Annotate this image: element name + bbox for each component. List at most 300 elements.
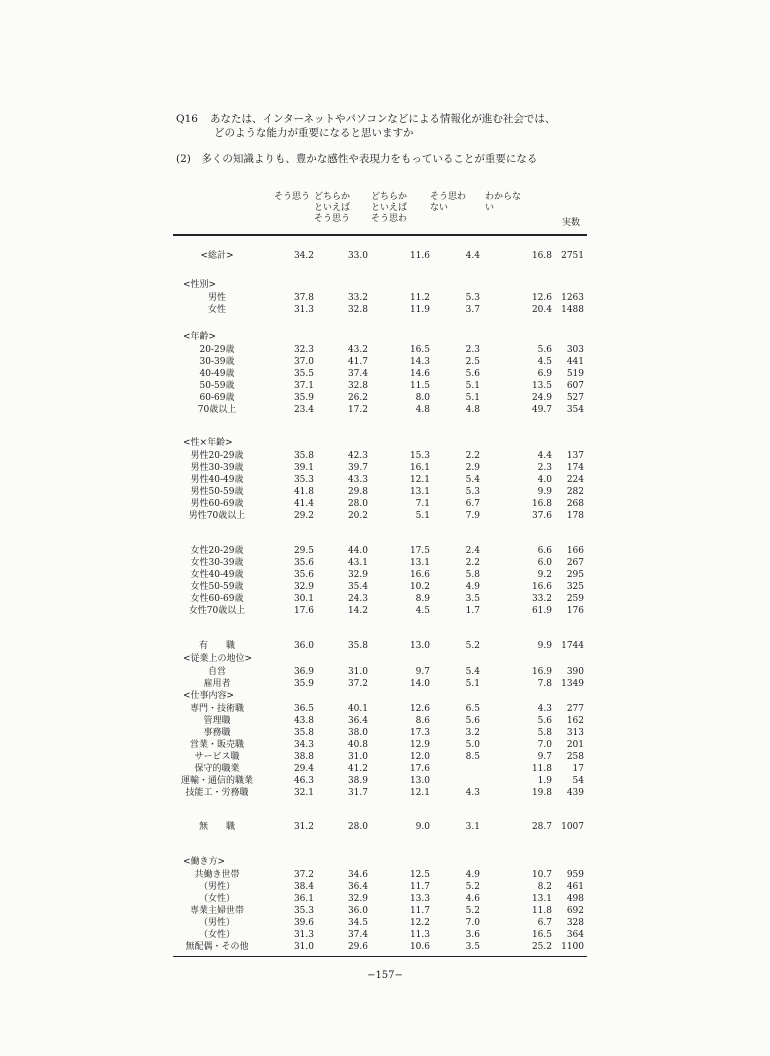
- table-row: [0, 593, 770, 605]
- cell-value: 4.8: [465, 405, 480, 415]
- cell-value: 11.9: [409, 305, 430, 315]
- cell-value: 35.5: [293, 369, 314, 379]
- cell-value: 4.0: [537, 475, 552, 485]
- cell-value: 3.2: [465, 728, 480, 738]
- row-label: （女性）: [198, 930, 235, 940]
- row-label: 女性30-39歳: [190, 558, 244, 568]
- cell-value: 36.0: [293, 641, 314, 651]
- cell-value: 11.5: [409, 381, 430, 391]
- cell-value: 32.8: [347, 381, 368, 391]
- cell-value: 20.4: [531, 305, 552, 315]
- cell-value: 31.3: [293, 930, 314, 940]
- row-label: 女性60-69歳: [190, 594, 244, 604]
- cell-value: 4.9: [465, 870, 480, 880]
- cell-value: 3.7: [465, 305, 480, 315]
- cell-value: 13.1: [409, 487, 430, 497]
- table-row: [0, 462, 770, 474]
- cell-value: 268: [566, 499, 584, 509]
- cell-value: 8.5: [465, 752, 480, 762]
- cell-value: 1744: [561, 641, 584, 651]
- cell-value: 2.9: [465, 463, 480, 473]
- cell-value: 16.9: [531, 667, 552, 677]
- cell-value: 36.9: [293, 667, 314, 677]
- cell-value: 19.8: [531, 788, 552, 798]
- cell-value: 24.3: [347, 594, 368, 604]
- cell-value: 13.0: [409, 641, 430, 651]
- cell-value: 41.4: [293, 499, 314, 509]
- cell-value: 16.8: [531, 251, 552, 261]
- cell-value: 36.1: [293, 894, 314, 904]
- cell-value: 14.2: [347, 606, 368, 616]
- cell-value: 11.3: [409, 930, 430, 940]
- row-label: 30-39歳: [199, 357, 235, 367]
- row-label: 70歳以上: [197, 405, 237, 415]
- row-label: 自営: [207, 667, 226, 677]
- cell-value: 37.2: [293, 870, 314, 880]
- cell-value: 37.6: [531, 511, 552, 521]
- column-header: どちらか: [314, 192, 351, 202]
- cell-value: 29.2: [293, 511, 314, 521]
- cell-value: 4.5: [537, 357, 552, 367]
- cell-value: 29.8: [347, 487, 368, 497]
- cell-value: 5.1: [465, 679, 480, 689]
- cell-value: 35.8: [293, 451, 314, 461]
- cell-value: 17.5: [409, 546, 430, 556]
- cell-value: 37.0: [293, 357, 314, 367]
- cell-value: 259: [566, 594, 584, 604]
- cell-value: 5.3: [465, 487, 480, 497]
- cell-value: 29.5: [293, 546, 314, 556]
- cell-value: 31.2: [293, 822, 314, 832]
- table-row: [0, 250, 770, 262]
- question-title: [176, 112, 555, 140]
- cell-value: 41.7: [347, 357, 368, 367]
- row-label: 男性40-49歳: [190, 475, 244, 485]
- table-row: [0, 605, 770, 617]
- row-label: 男性20-29歳: [190, 451, 244, 461]
- cell-value: 4.6: [465, 894, 480, 904]
- question-subitem: (2) 多くの知識よりも、豊かな感性や表現力をもっていることが重要になる: [176, 153, 538, 165]
- row-label: 女性50-59歳: [190, 582, 244, 592]
- table-row: [0, 775, 770, 787]
- cell-value: 28.0: [347, 822, 368, 832]
- table-row: [0, 787, 770, 799]
- column-header: といえば: [371, 203, 408, 213]
- cell-value: 12.1: [409, 475, 430, 485]
- cell-value: 11.8: [531, 764, 552, 774]
- cell-value: 2751: [561, 251, 584, 261]
- cell-value: 7.9: [465, 511, 480, 521]
- cell-value: 37.1: [293, 381, 314, 391]
- cell-value: 174: [566, 463, 584, 473]
- cell-value: 37.2: [347, 679, 368, 689]
- group-heading: [0, 653, 770, 665]
- table-row: [0, 581, 770, 593]
- column-header: そう思わ: [371, 214, 408, 224]
- cell-value: 12.2: [409, 918, 430, 928]
- cell-value: 4.4: [465, 251, 480, 261]
- cell-value: 10.6: [409, 942, 430, 952]
- table-row: [0, 304, 770, 316]
- cell-value: 13.0: [409, 776, 430, 786]
- column-header: ない: [430, 203, 449, 213]
- cell-value: 5.8: [465, 570, 480, 580]
- group-heading: [0, 331, 770, 343]
- row-label: 男性70歳以上: [188, 511, 246, 521]
- cell-value: 31.0: [347, 752, 368, 762]
- cell-value: 2.5: [465, 357, 480, 367]
- cell-value: 32.9: [347, 894, 368, 904]
- row-label: <総計>: [200, 251, 234, 261]
- cell-value: 2.2: [465, 451, 480, 461]
- question-line2: どのような能力が重要になると思いますか: [214, 127, 414, 139]
- cell-value: 7.0: [465, 918, 480, 928]
- cell-value: 5.4: [465, 475, 480, 485]
- cell-value: 41.8: [293, 487, 314, 497]
- cell-value: 11.8: [531, 906, 552, 916]
- cell-value: 43.8: [293, 716, 314, 726]
- table-row: [0, 881, 770, 893]
- cell-value: 13.3: [409, 894, 430, 904]
- cell-value: 31.0: [293, 942, 314, 952]
- cell-value: 30.1: [293, 594, 314, 604]
- cell-value: 12.9: [409, 740, 430, 750]
- cell-value: 354: [566, 405, 584, 415]
- cell-value: 5.1: [465, 393, 480, 403]
- cell-value: 1007: [561, 822, 584, 832]
- cell-value: 2.3: [465, 345, 480, 355]
- cell-value: 32.9: [293, 582, 314, 592]
- cell-value: 12.5: [409, 870, 430, 880]
- cell-value: 5.6: [465, 369, 480, 379]
- cell-value: 17: [572, 764, 584, 774]
- row-label: 男性50-59歳: [190, 487, 244, 497]
- cell-value: 38.4: [293, 882, 314, 892]
- cell-value: 36.4: [347, 882, 368, 892]
- cell-value: 7.1: [415, 499, 430, 509]
- cell-value: 34.6: [347, 870, 368, 880]
- table-row: [0, 739, 770, 751]
- cell-value: 43.2: [347, 345, 368, 355]
- cell-value: 9.9: [537, 641, 552, 651]
- group-heading: [0, 279, 770, 291]
- cell-value: 7.0: [537, 740, 552, 750]
- cell-value: 33.0: [347, 251, 368, 261]
- row-label: 技能工・労務職: [185, 788, 249, 798]
- cell-value: 13.5: [531, 381, 552, 391]
- row-label: 共働き世帯: [194, 870, 240, 880]
- header-rule: [173, 234, 587, 236]
- cell-value: 44.0: [347, 546, 368, 556]
- cell-value: 35.6: [293, 558, 314, 568]
- question-number: Q16: [176, 113, 198, 125]
- cell-value: 13.1: [409, 558, 430, 568]
- cell-value: 4.3: [465, 788, 480, 798]
- row-label: 専門・技術職: [189, 704, 244, 714]
- cell-value: 5.6: [465, 716, 480, 726]
- column-header: 実数: [562, 218, 581, 228]
- cell-value: 313: [566, 728, 584, 738]
- cell-value: 8.9: [415, 594, 430, 604]
- row-label: <性×年齢>: [183, 438, 233, 448]
- cell-value: 43.1: [347, 558, 368, 568]
- row-label: サービス職: [194, 752, 240, 762]
- cell-value: 20.2: [347, 511, 368, 521]
- cell-value: 1349: [561, 679, 584, 689]
- cell-value: 364: [566, 930, 584, 940]
- row-label: 男性: [207, 293, 226, 303]
- cell-value: 9.7: [415, 667, 430, 677]
- cell-value: 10.2: [409, 582, 430, 592]
- cell-value: 14.0: [409, 679, 430, 689]
- cell-value: 5.6: [537, 716, 552, 726]
- table-row: [0, 727, 770, 739]
- cell-value: 36.0: [347, 906, 368, 916]
- cell-value: 26.2: [347, 393, 368, 403]
- table-row: [0, 404, 770, 416]
- cell-value: 5.2: [465, 906, 480, 916]
- cell-value: 1488: [561, 305, 584, 315]
- group-heading: [0, 690, 770, 702]
- cell-value: 12.6: [409, 704, 430, 714]
- cell-value: 35.9: [293, 393, 314, 403]
- cell-value: 295: [566, 570, 584, 580]
- cell-value: 39.6: [293, 918, 314, 928]
- cell-value: 277: [566, 704, 584, 714]
- cell-value: 5.0: [465, 740, 480, 750]
- cell-value: 2.2: [465, 558, 480, 568]
- cell-value: 25.2: [531, 942, 552, 952]
- row-label: <年齢>: [183, 332, 217, 342]
- cell-value: 17.6: [409, 764, 430, 774]
- row-label: 50-59歳: [199, 381, 235, 391]
- cell-value: 303: [566, 345, 584, 355]
- cell-value: 41.2: [347, 764, 368, 774]
- question-line1: あなたは、インターネットやパソコンなどによる情報化が進む社会では、: [210, 113, 556, 125]
- table-row: [0, 569, 770, 581]
- cell-value: 33.2: [347, 293, 368, 303]
- table-row: [0, 941, 770, 953]
- table-row: [0, 715, 770, 727]
- cell-value: 35.3: [293, 906, 314, 916]
- column-header: どちらか: [371, 192, 408, 202]
- row-label: <性別>: [183, 280, 217, 290]
- cell-value: 527: [566, 393, 584, 403]
- cell-value: 11.7: [409, 882, 430, 892]
- row-label: 無配偶・その他: [185, 942, 249, 952]
- cell-value: 42.3: [347, 451, 368, 461]
- cell-value: 6.7: [537, 918, 552, 928]
- column-header: そう思う: [274, 192, 311, 202]
- row-label: 有 職: [198, 641, 235, 651]
- cell-value: 28.7: [531, 822, 552, 832]
- cell-value: 3.5: [465, 942, 480, 952]
- cell-value: 40.8: [347, 740, 368, 750]
- cell-value: 607: [566, 381, 584, 391]
- cell-value: 32.8: [347, 305, 368, 315]
- column-header: わからな: [485, 192, 522, 202]
- table-row: [0, 917, 770, 929]
- cell-value: 8.2: [537, 882, 552, 892]
- cell-value: 1263: [561, 293, 584, 303]
- cell-value: 2.3: [537, 463, 552, 473]
- row-label: 管理職: [203, 716, 231, 726]
- table-row: [0, 380, 770, 392]
- cell-value: 49.7: [531, 405, 552, 415]
- cell-value: 5.2: [465, 882, 480, 892]
- cell-value: 39.1: [293, 463, 314, 473]
- cell-value: 258: [566, 752, 584, 762]
- table-row: [0, 905, 770, 917]
- table-row: [0, 678, 770, 690]
- row-label: 営業・販売職: [189, 740, 244, 750]
- cell-value: 31.7: [347, 788, 368, 798]
- cell-value: 14.3: [409, 357, 430, 367]
- row-label: 運輸・通信的職業: [180, 776, 253, 786]
- table-row: [0, 703, 770, 715]
- cell-value: 23.4: [293, 405, 314, 415]
- cell-value: 40.1: [347, 704, 368, 714]
- cell-value: 328: [566, 918, 584, 928]
- table-row: [0, 474, 770, 486]
- page-number: −157−: [367, 970, 403, 981]
- cell-value: 28.0: [347, 499, 368, 509]
- cell-value: 15.3: [409, 451, 430, 461]
- table-row: [0, 929, 770, 941]
- cell-value: 13.1: [531, 894, 552, 904]
- cell-value: 5.1: [415, 511, 430, 521]
- column-header: といえば: [314, 203, 351, 213]
- cell-value: 34.3: [293, 740, 314, 750]
- cell-value: 46.3: [293, 776, 314, 786]
- cell-value: 16.1: [409, 463, 430, 473]
- cell-value: 38.0: [347, 728, 368, 738]
- cell-value: 29.6: [347, 942, 368, 952]
- row-label: 雇用者: [203, 679, 231, 689]
- row-label: 60-69歳: [199, 393, 235, 403]
- cell-value: 16.6: [409, 570, 430, 580]
- cell-value: 12.6: [531, 293, 552, 303]
- table-row: [0, 392, 770, 404]
- cell-value: 441: [566, 357, 584, 367]
- cell-value: 176: [566, 606, 584, 616]
- cell-value: 38.9: [347, 776, 368, 786]
- table-row: [0, 821, 770, 833]
- cell-value: 36.4: [347, 716, 368, 726]
- cell-value: 16.6: [531, 582, 552, 592]
- cell-value: 2.4: [465, 546, 480, 556]
- cell-value: 31.0: [347, 667, 368, 677]
- table-row: [0, 893, 770, 905]
- column-header: そう思う: [314, 214, 351, 224]
- cell-value: 4.3: [537, 704, 552, 714]
- cell-value: 12.1: [409, 788, 430, 798]
- row-label: 男性60-69歳: [190, 499, 244, 509]
- cell-value: 178: [566, 511, 584, 521]
- table-row: [0, 292, 770, 304]
- cell-value: 11.6: [409, 251, 430, 261]
- cell-value: 11.2: [409, 293, 430, 303]
- cell-value: 17.3: [409, 728, 430, 738]
- cell-value: 9.0: [415, 822, 430, 832]
- cell-value: 9.9: [537, 487, 552, 497]
- cell-value: 36.5: [293, 704, 314, 714]
- cell-value: 3.6: [465, 930, 480, 940]
- row-label: 女性20-29歳: [190, 546, 244, 556]
- cell-value: 282: [566, 487, 584, 497]
- table-row: [0, 356, 770, 368]
- cell-value: 11.7: [409, 906, 430, 916]
- cell-value: 37.4: [347, 930, 368, 940]
- cell-value: 4.9: [465, 582, 480, 592]
- cell-value: 43.3: [347, 475, 368, 485]
- table-row: [0, 751, 770, 763]
- cell-value: 498: [566, 894, 584, 904]
- table-row: [0, 510, 770, 522]
- cell-value: 37.4: [347, 369, 368, 379]
- cell-value: 5.4: [465, 667, 480, 677]
- cell-value: 166: [566, 546, 584, 556]
- row-label: 事務職: [203, 728, 231, 738]
- cell-value: 10.7: [531, 870, 552, 880]
- row-label: 専業主婦世帯: [189, 906, 244, 916]
- cell-value: 61.9: [531, 606, 552, 616]
- cell-value: 29.4: [293, 764, 314, 774]
- column-header: い: [485, 203, 495, 213]
- row-label: 男性30-39歳: [190, 463, 244, 473]
- row-label: 20-29歳: [199, 345, 235, 355]
- cell-value: 3.5: [465, 594, 480, 604]
- cell-value: 692: [566, 906, 584, 916]
- cell-value: 325: [566, 582, 584, 592]
- cell-value: 6.0: [537, 558, 552, 568]
- cell-value: 4.8: [415, 405, 430, 415]
- cell-value: 519: [566, 369, 584, 379]
- cell-value: 38.8: [293, 752, 314, 762]
- cell-value: 17.6: [293, 606, 314, 616]
- cell-value: 31.3: [293, 305, 314, 315]
- table-row: [0, 869, 770, 881]
- cell-value: 6.9: [537, 369, 552, 379]
- table-row: [0, 368, 770, 380]
- cell-value: 7.8: [537, 679, 552, 689]
- cell-value: 35.3: [293, 475, 314, 485]
- cell-value: 201: [566, 740, 584, 750]
- row-label: 40-49歳: [199, 369, 235, 379]
- cell-value: 33.2: [531, 594, 552, 604]
- cell-value: 959: [566, 870, 584, 880]
- table-row: [0, 450, 770, 462]
- cell-value: 8.0: [415, 393, 430, 403]
- cell-value: 14.6: [409, 369, 430, 379]
- cell-value: 137: [566, 451, 584, 461]
- cell-value: 5.2: [465, 641, 480, 651]
- cell-value: 6.5: [465, 704, 480, 714]
- cell-value: 1.7: [465, 606, 480, 616]
- cell-value: 4.4: [537, 451, 552, 461]
- cell-value: 35.6: [293, 570, 314, 580]
- cell-value: 34.5: [347, 918, 368, 928]
- row-label: 女性70歳以上: [188, 606, 246, 616]
- cell-value: 6.6: [537, 546, 552, 556]
- cell-value: 5.8: [537, 728, 552, 738]
- group-heading: [0, 437, 770, 449]
- table-row: [0, 545, 770, 557]
- cell-value: 9.7: [537, 752, 552, 762]
- table-row: [0, 763, 770, 775]
- group-heading: [0, 856, 770, 868]
- cell-value: 3.1: [465, 822, 480, 832]
